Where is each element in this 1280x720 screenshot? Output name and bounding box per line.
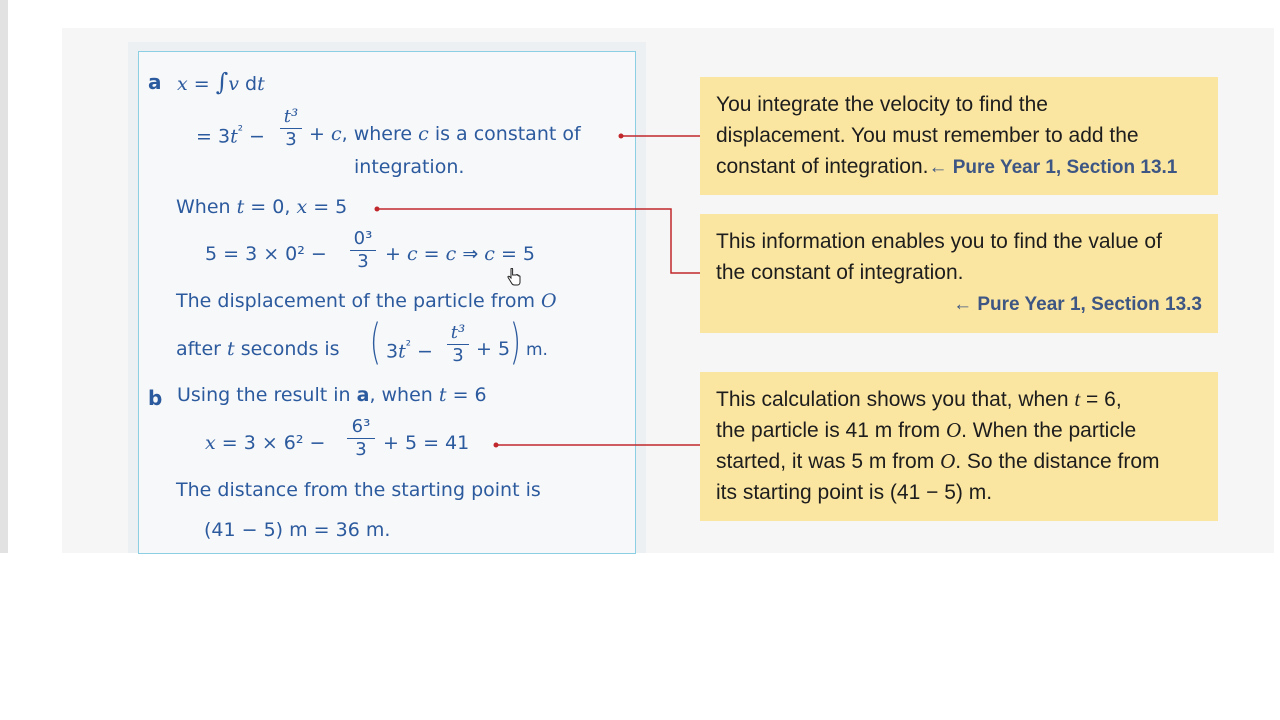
integral-sign: ∫: [215, 68, 229, 96]
note-text: This calculation shows you that, when: [716, 388, 1069, 411]
frac-denominator: 3: [452, 345, 464, 366]
connector-line-2: [377, 209, 700, 273]
equals-five: = 5: [307, 196, 348, 218]
displacement-text: The displacement of the particle from: [176, 290, 535, 312]
part-a-label: a: [148, 70, 162, 94]
frac-numerator: 0³: [353, 228, 373, 249]
after-word: after: [176, 338, 221, 360]
frac-numerator: t³: [283, 106, 299, 127]
square: ²: [237, 124, 243, 139]
note-line: displacement. You must remember to add the: [716, 124, 1139, 147]
hand-pointer-icon: [507, 268, 521, 286]
eq-3: = 3: [196, 125, 231, 148]
frac-denominator: 3: [285, 129, 297, 150]
section-reference: ← Pure Year 1, Section 13.1: [928, 157, 1178, 178]
note-line: [716, 446, 1202, 477]
distance-result: (41 − 5) m = 36 m.: [204, 519, 391, 541]
var-c: c: [406, 243, 418, 265]
part-b-label: b: [148, 386, 163, 410]
substitution-b-right: + 5 = 41: [383, 432, 470, 454]
using-result-text: Using the result in: [177, 384, 351, 406]
var-x: x: [205, 432, 216, 454]
square: ²: [405, 339, 411, 354]
note-ref-line: [716, 288, 1202, 320]
integration-word: integration.: [354, 156, 465, 178]
note-calculation: [700, 372, 1218, 521]
when-text: When: [176, 196, 231, 218]
var-O: O: [940, 449, 956, 473]
var-O: O: [541, 290, 557, 312]
distance-sentence: The distance from the starting point is: [176, 479, 541, 501]
var-v: v: [228, 73, 239, 95]
note-line: its starting point is (41 − 5) m.: [716, 481, 993, 504]
plus-sign: +: [309, 123, 325, 145]
var-t: t: [236, 196, 245, 218]
frac-denominator: 3: [357, 251, 369, 272]
note-line: This information enables you to find the value of: [716, 230, 1162, 253]
expression-right: + 5: [476, 338, 511, 360]
note-text: the particle is 41 m from: [716, 419, 941, 442]
section-reference: ← Pure Year 1, Section 13.3: [953, 294, 1202, 315]
var-O: O: [945, 418, 962, 442]
note-text: . When the particle: [961, 419, 1137, 442]
var-x: x: [177, 73, 188, 95]
var-c: c: [445, 243, 457, 265]
plus-sign: +: [385, 243, 401, 265]
frac-denominator: 3: [355, 439, 367, 460]
note-constant-value: [700, 214, 1218, 333]
note-line: [716, 415, 1202, 446]
note-text: started, it was 5 m from: [716, 450, 935, 473]
var-c: c: [418, 123, 429, 145]
var-x: x: [296, 196, 308, 218]
minus-sign: −: [417, 340, 433, 363]
equals-sign: =: [417, 243, 446, 265]
equals-six: = 6: [446, 384, 487, 406]
three-times-six-sq: = 3 × 6² −: [215, 432, 326, 454]
var-t: t: [227, 338, 235, 360]
equals-six: = 6,: [1080, 388, 1122, 411]
frac-numerator: t³: [450, 322, 466, 343]
unit-m: m.: [526, 340, 548, 360]
where-text: , where: [341, 123, 413, 145]
note-text: . So the distance from: [955, 450, 1160, 473]
implies-arrow: ⇒: [456, 243, 485, 265]
substitution-left: 5 = 3 × 0² −: [205, 243, 327, 265]
when-text: , when: [369, 384, 433, 406]
equals-five: = 5: [494, 243, 536, 265]
constant-text: is a constant of: [434, 123, 581, 145]
note-line: the constant of integration.: [716, 261, 964, 284]
var-t: t: [438, 384, 447, 406]
var-c: c: [484, 243, 495, 265]
note-integrate-velocity: [700, 77, 1218, 195]
note-line-with-ref: [716, 151, 1202, 183]
note-line: constant of integration.: [716, 155, 929, 178]
var-t: t: [398, 340, 406, 363]
var-t: t: [257, 73, 265, 95]
equals-sign: =: [187, 73, 216, 95]
seconds-is-text: seconds is: [240, 338, 340, 360]
equals-zero: = 0,: [244, 196, 291, 218]
open-paren: (: [369, 314, 381, 370]
close-paren: ): [509, 314, 521, 370]
var-t: t: [230, 125, 238, 148]
var-t: t: [1074, 387, 1081, 411]
coef-3: 3: [386, 340, 399, 363]
var-c: c: [330, 123, 342, 145]
minus-sign: −: [248, 125, 265, 148]
d-symbol: d: [238, 73, 258, 95]
note-line: [716, 384, 1202, 415]
frac-numerator: 6³: [351, 416, 371, 437]
note-line: You integrate the velocity to find the: [716, 93, 1048, 116]
part-a-ref: a: [356, 384, 370, 406]
